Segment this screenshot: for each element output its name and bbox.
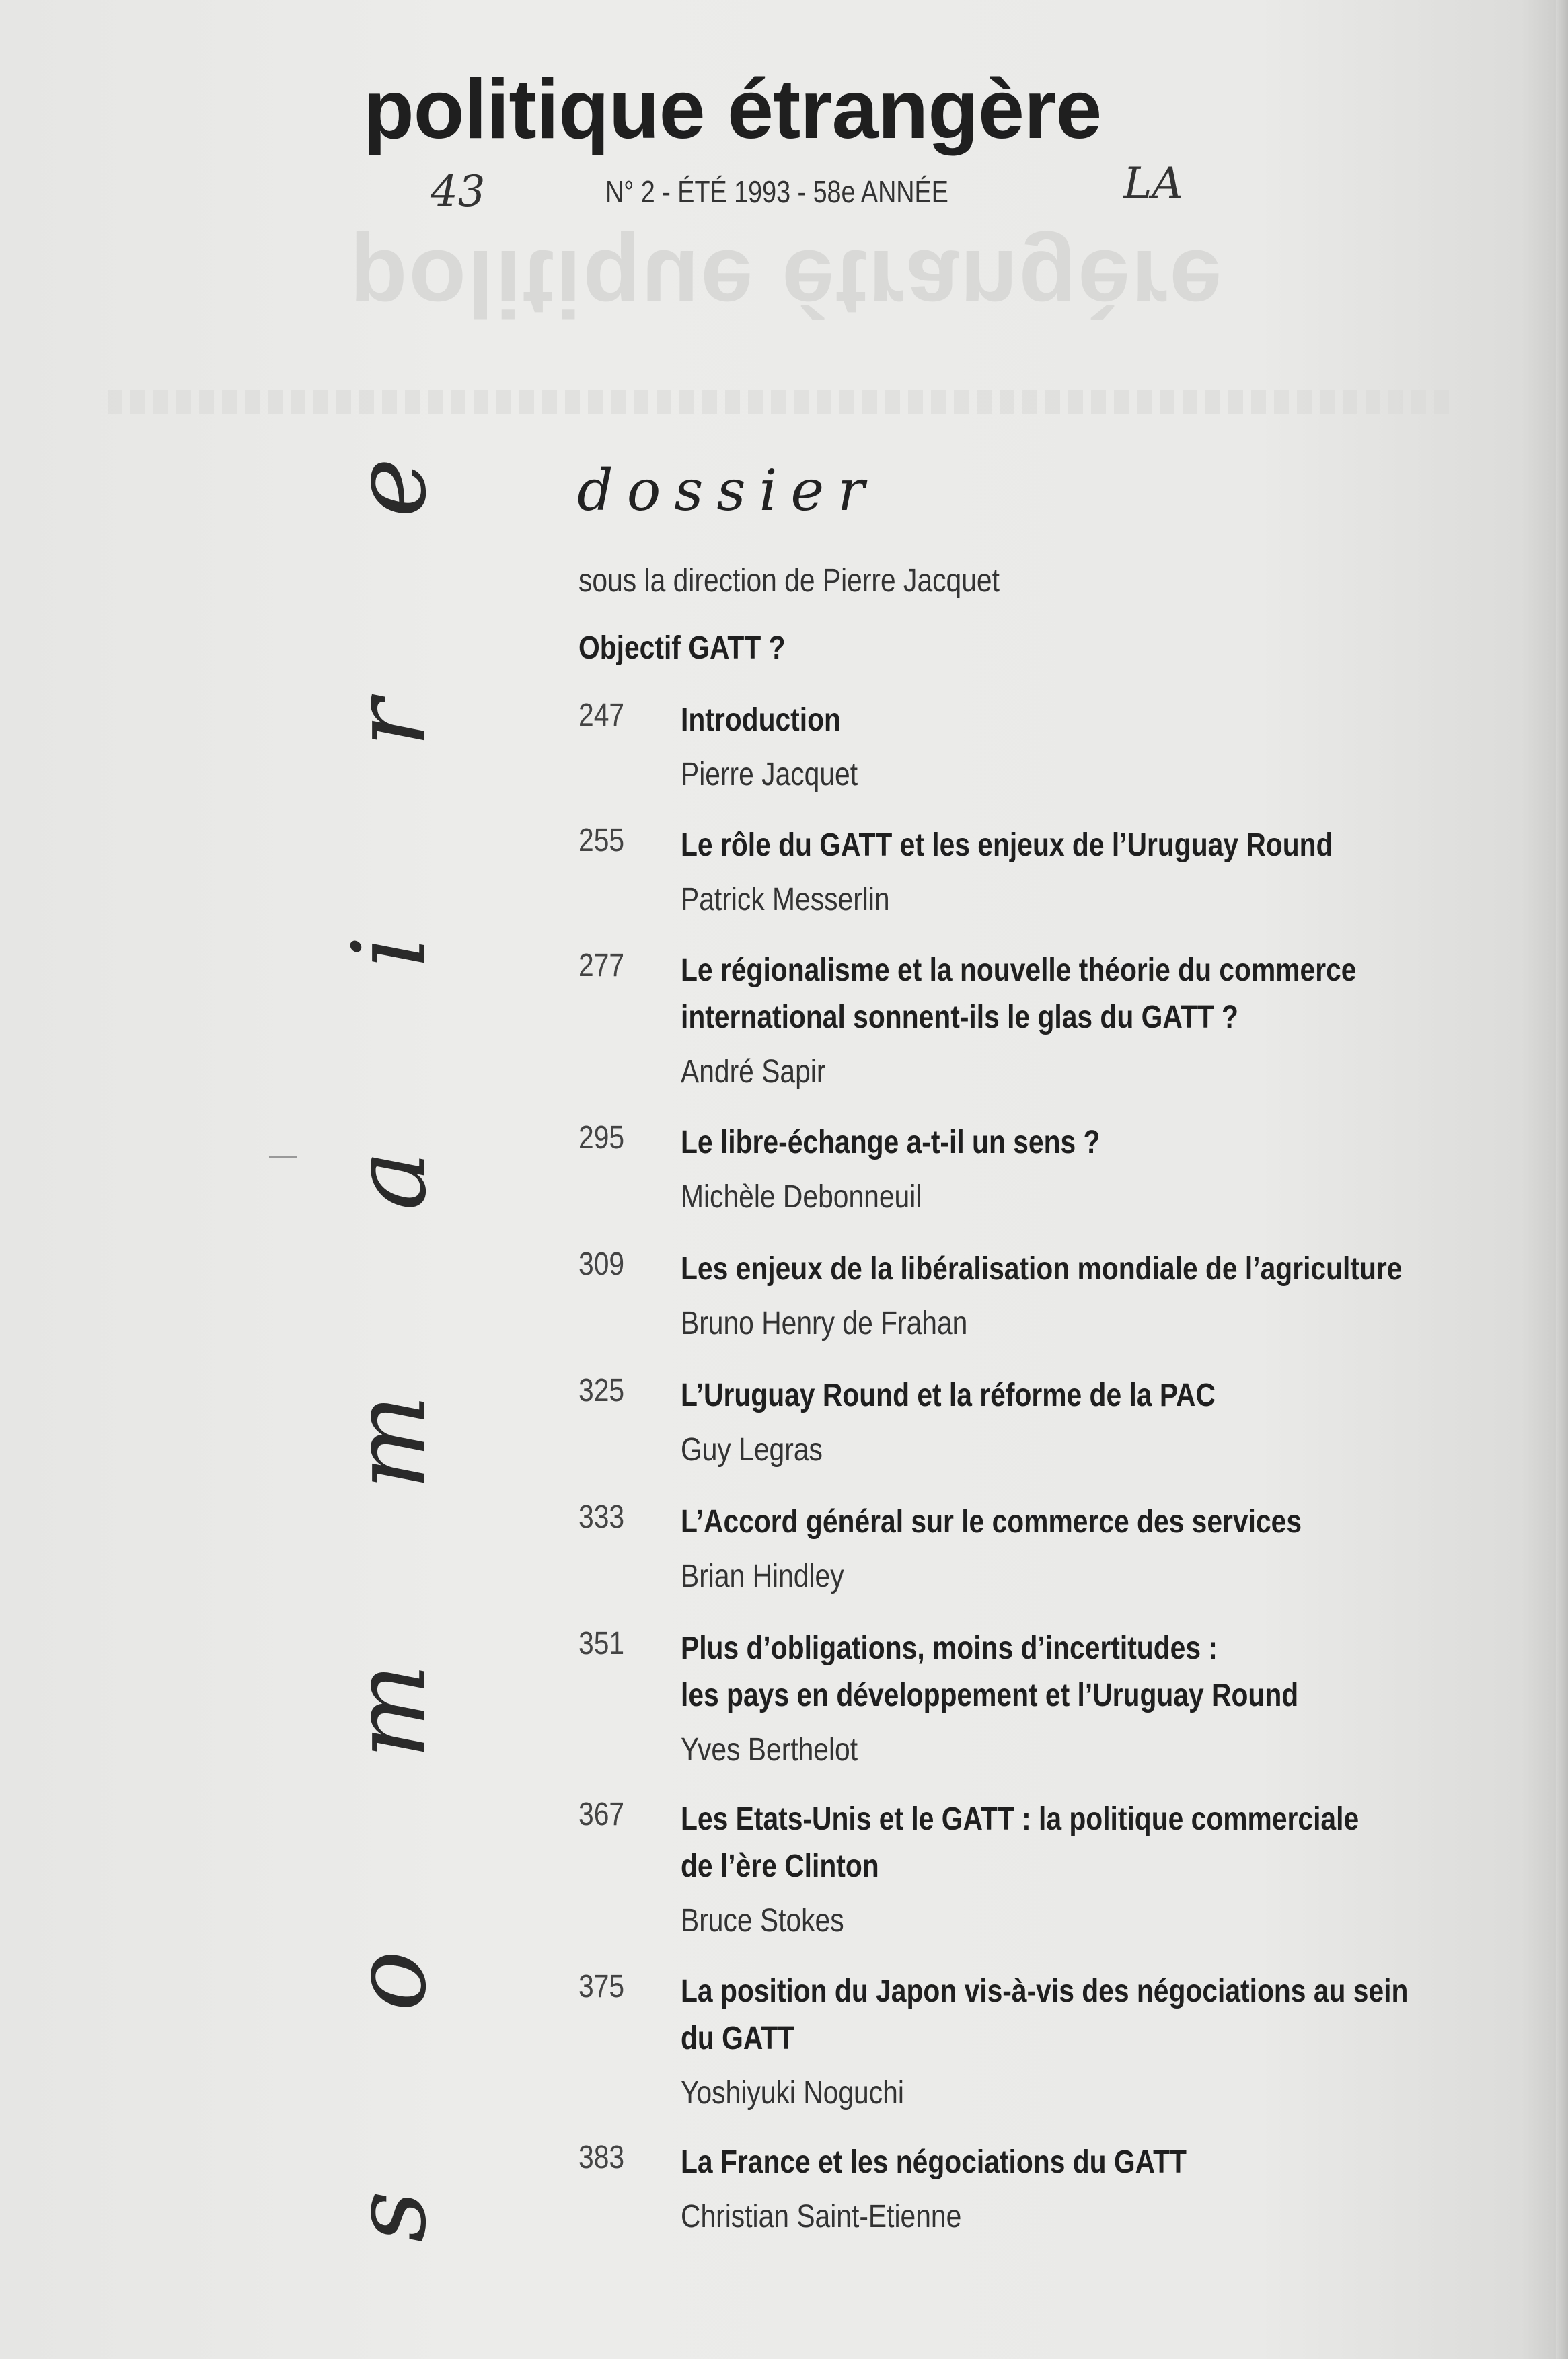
toc-page-number: 255	[578, 823, 625, 858]
handwritten-note-left: 43	[431, 167, 486, 217]
toc-title	[681, 1246, 1447, 1293]
toc-title	[681, 1625, 1447, 1719]
toc-author: Guy Legras	[681, 1432, 823, 1468]
toc-author: Yves Berthelot	[681, 1732, 858, 1768]
toc-author: Bruno Henry de Frahan	[681, 1306, 968, 1341]
toc-title-line: Plus d’obligations, moins d’incertitudes :	[681, 1631, 1218, 1666]
toc-title-line: les pays en développement et l’Uruguay Round	[681, 1678, 1299, 1713]
toc-title-line: Le régionalisme et la nouvelle théorie du commerce	[681, 952, 1357, 988]
toc-title	[681, 1968, 1447, 2062]
toc-title-line: international sonnent-ils le glas du GATT ?	[681, 1000, 1238, 1035]
toc-title-line: L’Accord général sur le commerce des services	[681, 1504, 1302, 1540]
toc-page-number: 325	[578, 1373, 625, 1409]
toc-author: André Sapir	[681, 1054, 826, 1090]
toc-page-number: 333	[578, 1499, 625, 1535]
toc-page-number: 309	[578, 1246, 625, 1282]
vertical-letter: r	[332, 699, 449, 747]
toc-page-number: 351	[578, 1626, 625, 1661]
toc-title	[681, 1372, 1447, 1419]
toc-page-number: 383	[578, 2140, 625, 2175]
toc-title-line: Le libre-échange a-t-il un sens ?	[681, 1125, 1100, 1160]
vertical-letter: e	[332, 457, 449, 518]
toc-title-line: L’Uruguay Round et la réforme de la PAC	[681, 1378, 1216, 1413]
toc-author: Pierre Jacquet	[681, 757, 858, 792]
toc-title	[681, 1119, 1447, 1166]
toc-title	[681, 947, 1447, 1041]
vertical-letter: m	[332, 1394, 449, 1490]
section-title: dossier	[577, 457, 879, 523]
toc-author: Patrick Messerlin	[681, 882, 890, 918]
vertical-letter: m	[332, 1663, 449, 1759]
handwritten-note-right: LA	[1123, 159, 1183, 209]
page-edge-shadow	[1556, 0, 1568, 2359]
vertical-letter: s	[332, 2190, 449, 2243]
vertical-letter: a	[332, 1150, 449, 1211]
toc-author: Yoshiyuki Noguchi	[681, 2075, 904, 2111]
toc-title-line: Les Etats-Unis et le GATT : la politique commerciale	[681, 1801, 1359, 1837]
journal-masthead: politique étrangère	[363, 63, 1102, 156]
bleed-through-ghost-line	[108, 390, 1453, 414]
toc-title	[681, 697, 1447, 744]
toc-title-line: La position du Japon vis-à-vis des négociations au sein	[681, 1974, 1409, 2009]
margin-mark	[269, 1156, 297, 1158]
toc-page-number: 277	[578, 948, 625, 983]
toc-title-line: Les enjeux de la libéralisation mondiale de l’agriculture	[681, 1251, 1403, 1287]
toc-author: Michèle Debonneuil	[681, 1179, 922, 1215]
toc-title	[681, 2139, 1447, 2186]
vertical-letter: o	[332, 1950, 449, 2012]
toc-page-number: 367	[578, 1797, 625, 1832]
toc-title	[681, 822, 1447, 869]
issue-line: N° 2 - ÉTÉ 1993 - 58e ANNÉE	[605, 174, 948, 209]
vertical-letter: i	[332, 936, 449, 968]
toc-author: Brian Hindley	[681, 1559, 844, 1594]
toc-author: Christian Saint-Etienne	[681, 2199, 962, 2235]
toc-title-line: du GATT	[681, 2021, 795, 2056]
toc-title-line: Le rôle du GATT et les enjeux de l’Uruguay Round	[681, 827, 1333, 863]
section-theme: Objectif GATT ?	[578, 630, 786, 666]
toc-title-line: Introduction	[681, 702, 841, 738]
section-direction: sous la direction de Pierre Jacquet	[578, 563, 1000, 599]
toc-title	[681, 1499, 1447, 1546]
toc-page-number: 375	[578, 1969, 625, 2005]
toc-page-number: 295	[578, 1120, 625, 1156]
toc-title-line: de l’ère Clinton	[681, 1848, 879, 1884]
toc-title	[681, 1796, 1447, 1890]
bleed-through-ghost-text: politique étrangère	[350, 231, 1224, 336]
toc-title-line: La France et les négociations du GATT	[681, 2144, 1187, 2180]
toc-page-number: 247	[578, 698, 625, 733]
toc-author: Bruce Stokes	[681, 1903, 844, 1939]
